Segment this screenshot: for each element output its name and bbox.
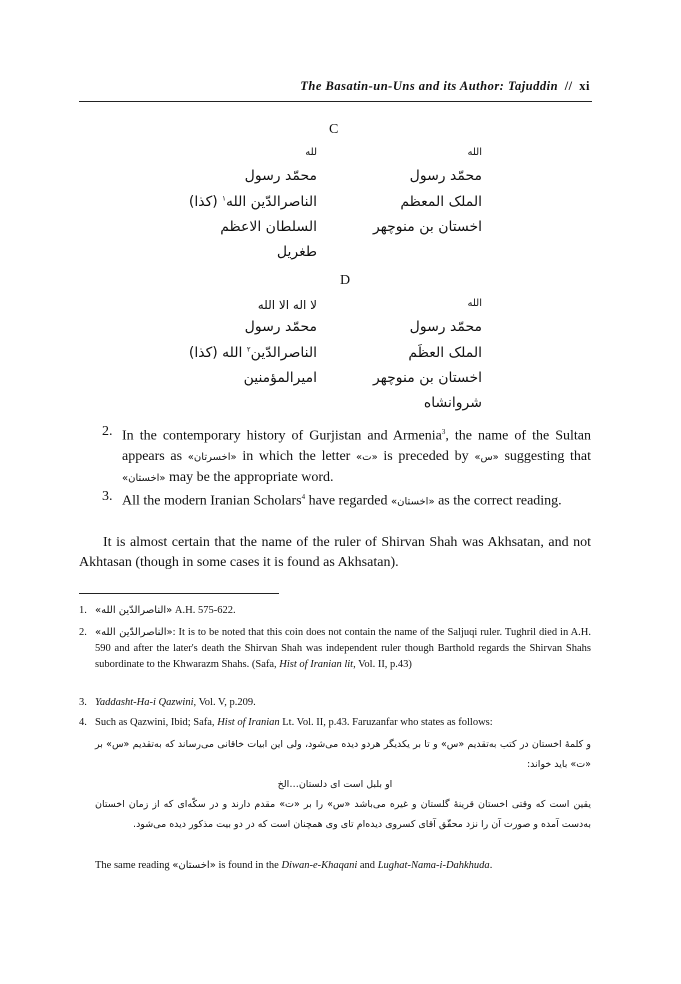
arabic-akhsartan: «اخسرتان» [187,451,237,463]
coin-c-left-line-3 [189,194,317,210]
footnote-4-persian-2: یقین است که وقتی اخستان قرینهٔ گلستان و غیره می‌باشد «س» را بر «ت» مقدم دارند و در سکّه‌ای که از زمان اخستان به‌دست آمده و صورت آن را نزد محقّق آقای کسروی دیده‌ام تای وی همچنان است که در دو بیت مذکور دیده می‌شود. [95,799,591,830]
header-title: The Basatin-un-Uns and its Author: Tajuddin [300,79,559,93]
footnote-2-number: 2. [79,627,87,638]
coin-d-left-line-2: محمّد رسول [244,319,317,335]
running-header [300,79,590,94]
footnote-rule [79,593,279,594]
footnote-3: 3. Yaddasht-Ha-i Qazwini, Vol. V, p.209. [79,695,591,711]
coin-c-paren: (كذا) [188,194,218,210]
section-c-label: C [329,122,339,137]
coin-c-left-line-5: طغریل [276,244,317,260]
footnote-4-persian-1: و کلمهٔ اخستان در کتب به‌تقدیم «س» و تا بر یکدیگر هردو دیده می‌شود، ولی این ابیات خاقانی می‌رساند که به‌تقدیم «س» بر «ت» باید خواند: [95,739,591,770]
footnote-ref-4: 4 [301,493,306,501]
coin-c-left-line-2: محمّد رسول [244,168,317,184]
coin-d-right-line-3: الملک العظَم [408,345,482,361]
coin-d-right-line-4: اخستان بن منوچهر [372,370,482,386]
header-separator: // [564,79,573,93]
header-rule [79,101,592,102]
footnote-2: 2. «الناصرالدّین الله»: It is to be noted that this coin does not contain the name of the Saljuqi ruler. Tughril died in A.H. 590 and after the later's death the Shirvan Shah was independent ruler though Barthold regards the Shirvan Shahs subordinate to the Khwarazm Shahs. (Safa, Hist of Iranian lit, Vol. II, p.43) [79,627,592,670]
coin-c-right-line-1: الله [467,147,482,158]
point-2: 2. In the contemporary history of Gurjistan and Armenia$^3$, the name of the Sultan appears as «اخسرتان» in which the letter «ت» is preceded by «س» suggesting that «اخستان» may be the appropriate word. [102,424,592,485]
coin-c-right-line-4: اخستان بن منوچهر [372,219,482,235]
arabic-akhsatan-2: «اخستان» [391,496,435,508]
page-number: xi [579,79,590,93]
arabic-letter-sin: «س» [474,451,499,463]
footnote-1-number: 1. [79,605,87,616]
footnote-ref-3: 3 [441,428,446,436]
coin-c-right-line-2: محمّد رسول [409,168,482,184]
coin-d-left-line-3 [189,345,317,361]
section-d-label: D [340,273,351,288]
coin-c-nasir-text: الناصرالدّین الله [225,194,317,210]
coin-d-nasir-text: الناصرالدّین [250,345,317,361]
coin-c-left-line-1: لله [305,147,317,158]
footnote-4: 4. Such as Qazwini, Ibid; Safa, Hist of Iranian Lt. Vol. II, p.43. Faruzanfar who states as follows: [79,715,591,731]
point-3-number: 3. [102,489,113,504]
coin-d-right-line-2: محمّد رسول [409,319,482,335]
footnote-1: 1. «الناصرالدّین الله» A.H. 575-622. [79,603,591,619]
coin-d-left-line-1: لا اله الا الله [257,298,317,312]
point-3: 3. All the modern Iranian Scholars$^4$ have regarded «اخستان» as the correct reading. [102,489,562,509]
coin-d-right-line-5: شروانشاه [423,395,482,411]
coin-d-paren: الله (كذا) [188,345,243,361]
body-paragraph: It is almost certain that the name of the ruler of Shirvan Shah was Akhsatan, and not Akhtasan (though in some cases it is found as Akhsatan). [79,535,591,570]
footnote-4-verse: او بلبل است ای دلستان…الخ [277,779,393,790]
arabic-akhsatan: «اخستان» [122,472,166,484]
coin-c-left-line-4: السلطان الاعظم [220,219,317,235]
arabic-letter-ta: «ت» [356,451,378,463]
footnote-4-number: 4. [79,717,87,728]
coin-d-note-ref: ٢ [246,345,251,354]
coin-d-right-line-1: الله [467,298,482,309]
coin-c-note-ref: ١ [222,194,226,203]
point-2-number: 2. [102,424,113,439]
footnote-3-number: 3. [79,697,87,708]
coin-c-right-line-3: الملک المعظم [400,194,482,210]
coin-d-left-line-4: امیرالمؤمنین [243,370,317,386]
footnote-4-same-reading: The same reading «اخستان» is found in the Diwan-e-Khaqani and Lughat-Nama-i-Dahkhuda. [95,860,493,871]
